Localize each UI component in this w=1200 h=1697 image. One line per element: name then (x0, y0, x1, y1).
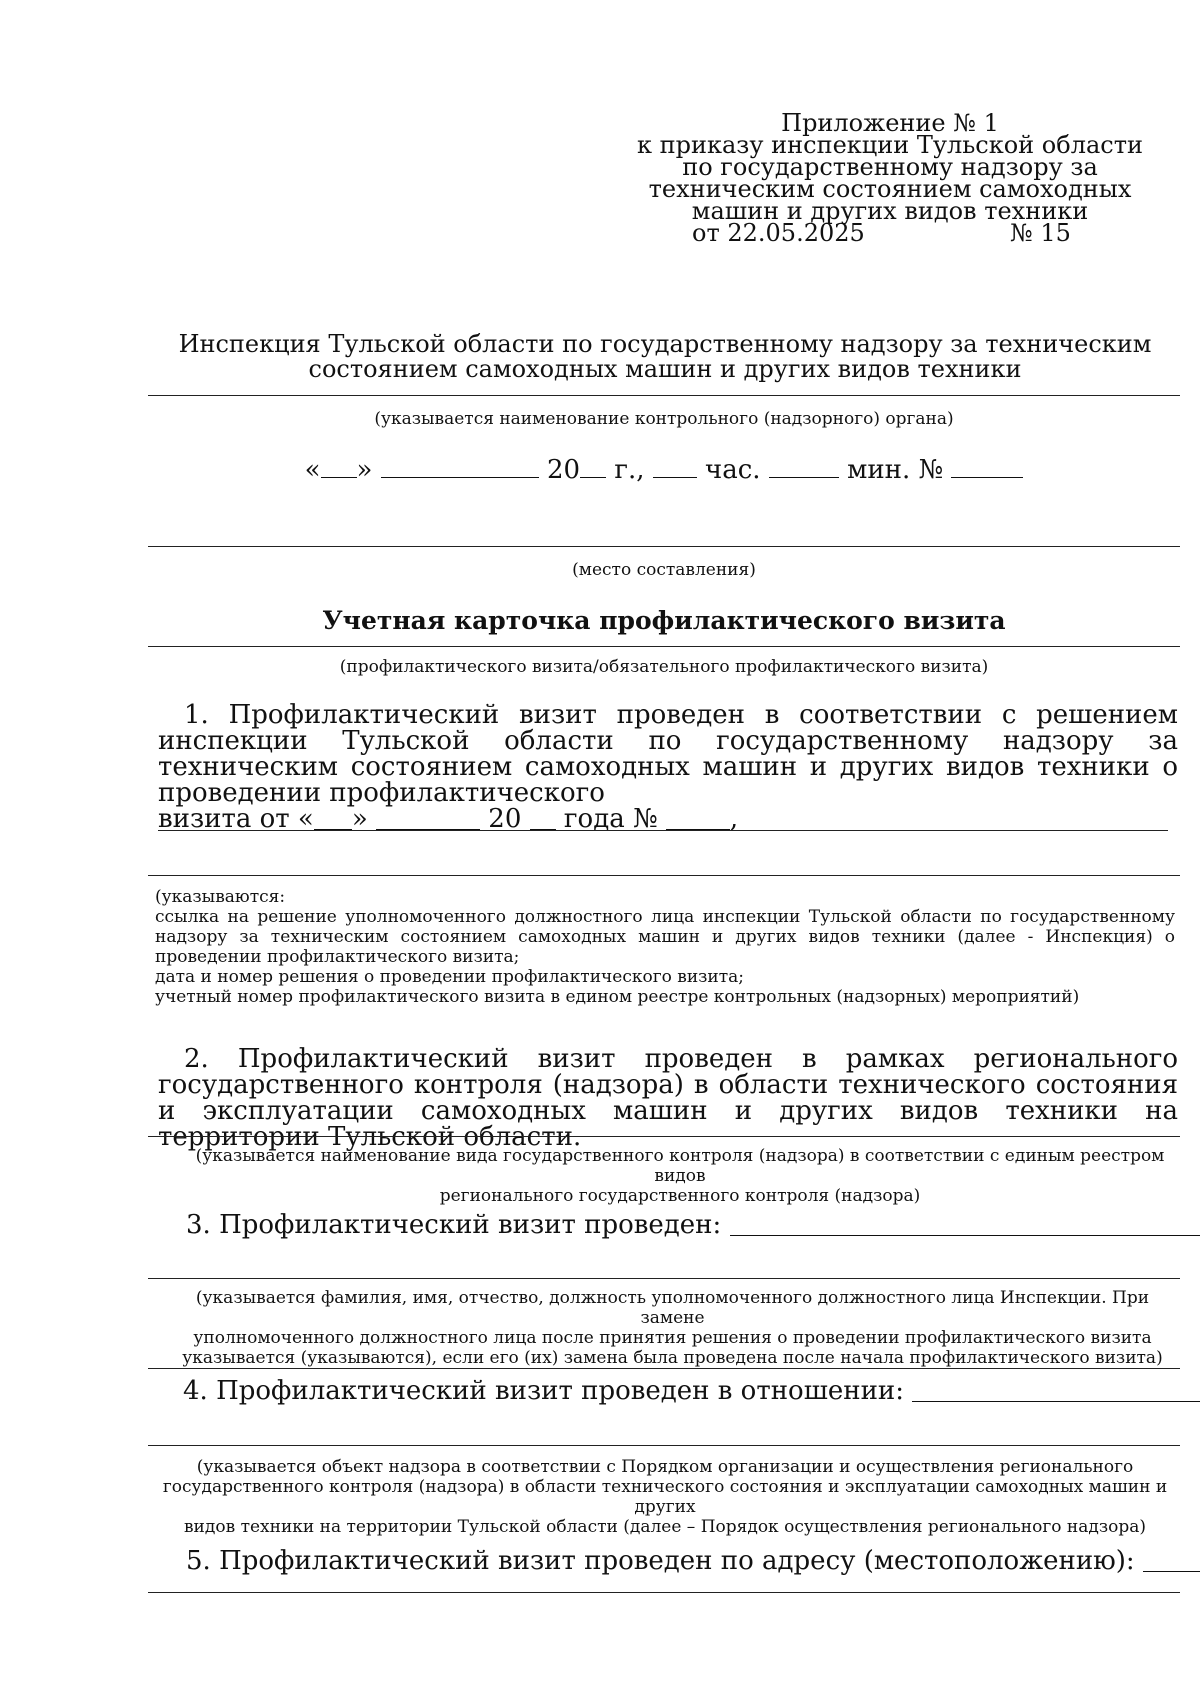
date-time-form-line (148, 455, 1180, 485)
section-1-note-head: (указываются: (155, 887, 286, 907)
section-3-note (165, 1288, 1180, 1368)
section-3-label: 3. Профилактический визит проведен: (186, 1210, 722, 1240)
section-1-extra-line[interactable] (158, 830, 1168, 831)
section-3-note-2: уполномоченного должностного лица после принятия решения о проведении профилактического визита (193, 1328, 1152, 1348)
section-4-note-3: видов техники на территории Тульской области (далее – Порядок осуществления регионального надзора) (183, 1517, 1146, 1537)
section-1-note-1: ссылка на решение уполномоченного должностного лица инспекции Тульской области по государственному надзору за техническим состоянием самоходных машин и других видов техники (далее - Инспекция) о проведении профилактического визита; (155, 907, 1175, 967)
visit-close-quote: » (351, 804, 368, 834)
document-title: Учетная карточка профилактического визита (322, 606, 1006, 635)
minutes-blank[interactable] (769, 455, 839, 478)
decision-comma: , (729, 804, 739, 834)
appendix-number: № 15 (1010, 219, 1071, 247)
section-2-text: 2. Профилактический визит проведен в рамках регионального государственного контроля (надзора) в области технического состояния и эксплуатации самоходных машин и других видов техники на территории Тульской области. (158, 1044, 1178, 1152)
section-3-note-rule (148, 1368, 1180, 1369)
section-2 (158, 1046, 1178, 1150)
day-blank[interactable] (321, 455, 357, 478)
decision-day-blank[interactable] (314, 807, 352, 830)
section-4-underline[interactable] (148, 1445, 1180, 1446)
section-1 (158, 702, 1178, 832)
place-underline[interactable] (148, 546, 1180, 547)
decision-month-blank[interactable] (376, 807, 480, 830)
hours-label: час. (705, 455, 761, 485)
appendix-date: от 22.05.2025 (692, 219, 865, 247)
title-caption: (профилактического визита/обязательного профилактического визита) (339, 657, 989, 677)
section-2-note-2: регионального государственного контроля (надзора) (439, 1186, 921, 1206)
section-1-visit-line (158, 806, 1178, 832)
section-2-note-1: (указывается наименование вида государственного контроля (надзора) в соответствии с единым реестром видов (195, 1146, 1165, 1186)
minutes-label: мин. № (847, 455, 944, 485)
inspector-blank[interactable] (730, 1213, 1200, 1236)
section-2-note (180, 1146, 1180, 1206)
section-2-underline (148, 1136, 1180, 1137)
organization-underline (148, 395, 1180, 396)
appendix-line-1: Приложение № 1 (781, 109, 999, 137)
section-3-note-3: указывается (указываются), если его (их) замена была проведена после начала профилактического визита) (182, 1348, 1163, 1368)
title-underline (148, 646, 1180, 647)
section-4-note-1: (указывается объект надзора в соответствии с Порядком организации и осуществления регионального (196, 1457, 1134, 1477)
decision-year-word: года № (563, 804, 658, 834)
section-3-note-1: (указывается фамилия, имя, отчество, должность уполномоченного должностного лица Инспекции. При замене (195, 1288, 1150, 1328)
section-4-label: 4. Профилактический визит проведен в отношении: (183, 1376, 905, 1406)
place-caption: (место составления) (572, 560, 756, 580)
organization-caption: (указывается наименование контрольного (надзорного) органа) (374, 409, 954, 429)
section-4-note-2: государственного контроля (надзора) в области технического состояния и эксплуатации самоходных машин и других (162, 1477, 1168, 1517)
year-suffix: г., (614, 455, 645, 485)
section-5-label: 5. Профилактический визит проведен по адресу (местоположению): (186, 1546, 1135, 1576)
close-quote: » (356, 455, 373, 485)
section-3-underline[interactable] (148, 1278, 1180, 1279)
decision-year-prefix: 20 (488, 804, 522, 834)
decision-number-blank[interactable] (666, 807, 730, 830)
section-5 (186, 1546, 1200, 1576)
appendix-line-4: техническим состоянием самоходных (648, 175, 1132, 203)
section-4-note (150, 1457, 1180, 1537)
organization-line-1: Инспекция Тульской области по государственному надзору за техническим (178, 330, 1152, 358)
appendix-line-2: к приказу инспекции Тульской области (637, 131, 1143, 159)
section-1-note-2: дата и номер решения о проведении профилактического визита; (155, 967, 745, 987)
section-1-note-3: учетный номер профилактического визита в едином реестре контрольных (надзорных) мероприятий) (155, 987, 1080, 1007)
address-blank[interactable] (1143, 1549, 1200, 1572)
year-prefix: 20 (546, 455, 581, 485)
object-blank[interactable] (912, 1379, 1200, 1402)
month-blank[interactable] (381, 455, 539, 478)
appendix-line-5: машин и других видов техники (691, 197, 1089, 225)
appendix-header (630, 109, 1150, 247)
record-number-blank[interactable] (951, 455, 1023, 478)
open-quote: « (304, 455, 321, 485)
organization-line-2: состоянием самоходных машин и других видов техники (308, 355, 1022, 383)
appendix-line-3: по государственному надзору за (682, 153, 1098, 181)
section-1-underline (148, 875, 1180, 876)
section-4 (183, 1376, 1200, 1406)
visit-from-label: визита от « (158, 804, 314, 834)
section-5-underline[interactable] (148, 1592, 1180, 1593)
section-1-text: 1. Профилактический визит проведен в соответствии с решением инспекции Тульской области по государственному надзору за техническим состоянием самоходных машин и других видов техники о проведении профилактического (158, 700, 1178, 808)
organization-name (150, 332, 1180, 382)
decision-year-blank[interactable] (530, 807, 556, 830)
year-blank[interactable] (580, 455, 606, 478)
section-1-note (155, 887, 1175, 1007)
appendix-date-line (630, 219, 1150, 247)
hours-blank[interactable] (653, 455, 697, 478)
section-3 (186, 1210, 1200, 1240)
